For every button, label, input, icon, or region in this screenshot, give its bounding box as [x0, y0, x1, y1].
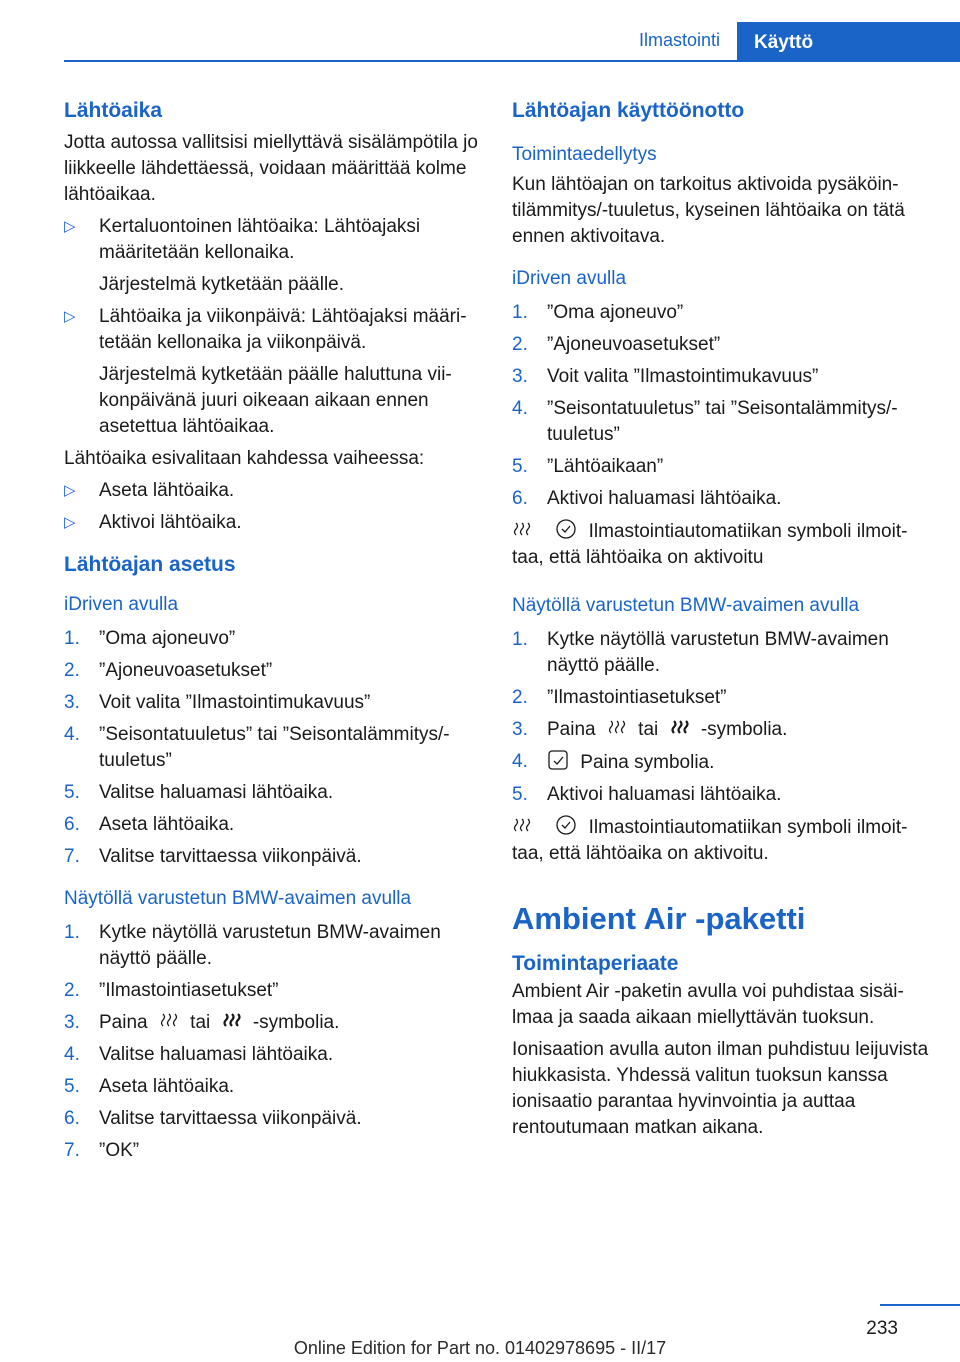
heading-toimintaedellytys: Toimintaedellytys [512, 144, 657, 165]
idrive-steps-list [512, 300, 932, 512]
list-item [64, 1042, 484, 1068]
step-number: 5. [512, 456, 528, 477]
step-number: 6. [64, 1108, 80, 1129]
list-item [512, 364, 932, 390]
intro-paragraph: Jotta autossa vallitsisi miellyttävä sisälämpötila jo liikkeelle lähdettäessä, voidaan määrittää kolme lähtöaikaa. [64, 132, 478, 205]
step-text: ”Lähtöaikaan” [547, 456, 664, 477]
step-text: ”Oma ajoneuvo” [547, 302, 684, 323]
step-number: 5. [64, 1076, 80, 1097]
list-item-text: Kertaluontoinen lähtöaika: Lähtöajaksi määritetään kellonaika. [99, 216, 421, 263]
step-number: 6. [64, 814, 80, 835]
step-number: 1. [64, 922, 80, 943]
step-number: 2. [64, 660, 80, 681]
list-item [64, 1010, 484, 1036]
step-number: 4. [64, 724, 80, 745]
step-text: Aktivoi haluamasi lähtöaika. [547, 784, 782, 805]
step-number: 3. [512, 719, 528, 740]
step-number: 6. [512, 488, 528, 509]
list-item [64, 920, 484, 972]
list-item-subtext: Järjestelmä kytketään päälle haluttuna viikonpäivänä juuri oikeaan aikaan ennen asetettua lähtöaikaa. [99, 364, 452, 437]
clock-check-icon [555, 814, 577, 836]
step-number: 4. [64, 1044, 80, 1065]
list-item [64, 214, 484, 298]
step-text: -symbolia. [700, 719, 788, 740]
list-item [64, 978, 484, 1004]
step-text: tai [638, 719, 659, 740]
list-item [64, 844, 484, 870]
list-item [64, 812, 484, 838]
list-item [64, 658, 484, 684]
step-number: 1. [64, 628, 80, 649]
step-text: Paina symbolia. [580, 752, 715, 773]
ambient-paragraph-2: Ionisaation avulla auton ilman puhdistuu leijuvista hiukkasista. Yhdessä valitun tuoksun kanssa ionisaatio parantaa hyvinvointia ja auttaa rentoutumaan matkan aikana. [512, 1039, 929, 1138]
symbol-note-paragraph [512, 814, 932, 867]
triangle-bullet-icon: ▷ [64, 482, 76, 499]
list-item [64, 690, 484, 716]
step-number: 2. [64, 980, 80, 1001]
heating-icon [670, 718, 690, 738]
triangle-bullet-icon: ▷ [64, 218, 76, 235]
step-text: Kytke näytöllä varustetun BMW-avaimen näyttö päälle. [547, 629, 889, 676]
triangle-bullet-icon: ▷ [64, 308, 76, 325]
symbol-note-text: Ilmastointiautomatiikan symboli ilmoittaa, että lähtöaika on aktivoitu. [512, 817, 908, 864]
list-item [512, 486, 932, 512]
step-text: ”Ilmastointiasetukset” [547, 687, 727, 708]
running-header-chapter-tab: Käyttö [737, 22, 960, 62]
list-item [64, 1074, 484, 1100]
heading-ambient-air: Ambient Air -paketti [512, 901, 806, 936]
steps-list [64, 478, 484, 536]
step-text: ”OK” [99, 1140, 140, 1161]
step-text: Valitse tarvittaessa viikonpäivä. [99, 1108, 362, 1129]
symbol-note-text: Ilmastointiautomatiikan symboli ilmoittaa, että lähtöaika on aktivoitu [512, 521, 908, 568]
list-item [64, 722, 484, 774]
heading-idrive: iDriven avulla [64, 594, 179, 615]
list-item-subtext: Järjestelmä kytketään päälle. [99, 274, 345, 295]
step-text: ”Ajoneuvoasetukset” [99, 660, 273, 681]
step-number: 5. [64, 782, 80, 803]
heading-kayttoonotto: Lähtöajan käyttöönotto [512, 99, 745, 122]
step-number: 3. [512, 366, 528, 387]
step-number: 2. [512, 334, 528, 355]
clock-check-icon [555, 518, 577, 540]
page-number-rule [880, 1304, 960, 1306]
heading-bmw-key: Näytöllä varustetun BMW-avaimen avulla [64, 888, 412, 909]
heading-lahtoaika: Lähtöaika [64, 99, 163, 122]
step-text: Valitse haluamasi lähtöaika. [99, 1044, 334, 1065]
key-steps-list [64, 920, 484, 1164]
step-text: -symbolia. [252, 1012, 340, 1033]
edellytys-paragraph: Kun lähtöajan on tarkoitus aktivoida pysäköintilämmitys/-tuuletus, kyseinen lähtöaika on tätä ennen aktivoitava. [512, 174, 905, 247]
list-item [512, 396, 932, 448]
list-item [512, 627, 932, 679]
ambient-paragraph-1: Ambient Air -paketin avulla voi puhdistaa sisäilmaa ja saada aikaan miellyttävän tuoksun. [512, 981, 904, 1028]
step-number: 5. [512, 784, 528, 805]
step-text: Voit valita ”Ilmastointimukavuus” [547, 366, 819, 387]
left-column [64, 96, 484, 1170]
idrive-steps-list [64, 626, 484, 870]
heading-idrive: iDriven avulla [512, 268, 627, 289]
step-text: ”Ajoneuvoasetukset” [547, 334, 721, 355]
step-text: ”Ilmastointiasetukset” [99, 980, 279, 1001]
list-item [512, 717, 932, 743]
step-number: 2. [512, 687, 528, 708]
heading-toimintaperiaate: Toimintaperiaate [512, 952, 679, 975]
step-text: Aseta lähtöaika. [99, 1076, 235, 1097]
list-item [512, 685, 932, 711]
departure-type-list [64, 214, 484, 440]
step-text: ”Seisontatuuletus” tai ”Seisontalämmitys/-tuuletus” [547, 398, 898, 445]
list-item [512, 782, 932, 808]
edition-footer: Online Edition for Part no. 01402978695 - II/17 [293, 1338, 667, 1358]
step-number: 3. [64, 692, 80, 713]
two-steps-text: Lähtöaika esivalitaan kahdessa vaiheessa: [64, 448, 425, 469]
step-number: 1. [512, 302, 528, 323]
running-header-section: Ilmastointi [638, 30, 720, 50]
step-number: 4. [512, 751, 528, 772]
page-number: 233 [866, 1318, 898, 1339]
triangle-bullet-icon: ▷ [64, 514, 76, 531]
heading-lahtoajan-asetus: Lähtöajan asetus [64, 553, 236, 576]
list-item [64, 1106, 484, 1132]
heating-icon [222, 1011, 242, 1031]
key-steps-list [512, 627, 932, 808]
header-rule [64, 60, 960, 62]
step-text: tai [190, 1012, 211, 1033]
step-text: ”Oma ajoneuvo” [99, 628, 236, 649]
step-text: Valitse haluamasi lähtöaika. [99, 782, 334, 803]
step-number: 1. [512, 629, 528, 650]
step-number: 4. [512, 398, 528, 419]
list-item [512, 454, 932, 480]
step-text: Voit valita ”Ilmastointimukavuus” [99, 692, 371, 713]
list-item-text: Aseta lähtöaika. [99, 480, 235, 501]
list-item [64, 1138, 484, 1164]
list-item [64, 478, 484, 504]
step-number: 3. [64, 1012, 80, 1033]
list-item [64, 780, 484, 806]
list-item [512, 332, 932, 358]
list-item [64, 510, 484, 536]
heading-bmw-key: Näytöllä varustetun BMW-avaimen avulla [512, 595, 860, 616]
ventilation-fan-icon [512, 816, 532, 836]
list-item-text: Aktivoi lähtöaika. [99, 512, 242, 533]
ventilation-fan-icon [607, 718, 627, 738]
ventilation-fan-icon [512, 520, 532, 540]
clock-symbol-icon [547, 749, 569, 771]
symbol-note-paragraph [512, 518, 932, 571]
right-column [512, 96, 932, 1147]
step-text: Kytke näytöllä varustetun BMW-avaimen näyttö päälle. [99, 922, 441, 969]
step-text: Paina [547, 719, 596, 740]
step-text: Aktivoi haluamasi lähtöaika. [547, 488, 782, 509]
step-text: Valitse tarvittaessa viikonpäivä. [99, 846, 362, 867]
list-item [64, 304, 484, 440]
step-number: 7. [64, 846, 80, 867]
step-text: Aseta lähtöaika. [99, 814, 235, 835]
list-item [64, 626, 484, 652]
list-item [512, 300, 932, 326]
step-text: Paina [99, 1012, 148, 1033]
step-number: 7. [64, 1140, 80, 1161]
list-item-text: Lähtöaika ja viikonpäivä: Lähtöajaksi määritetään kellonaika ja viikonpäivä. [99, 306, 467, 353]
list-item [512, 749, 932, 776]
ventilation-fan-icon [159, 1011, 179, 1031]
step-text: ”Seisontatuuletus” tai ”Seisontalämmitys/-tuuletus” [99, 724, 450, 771]
